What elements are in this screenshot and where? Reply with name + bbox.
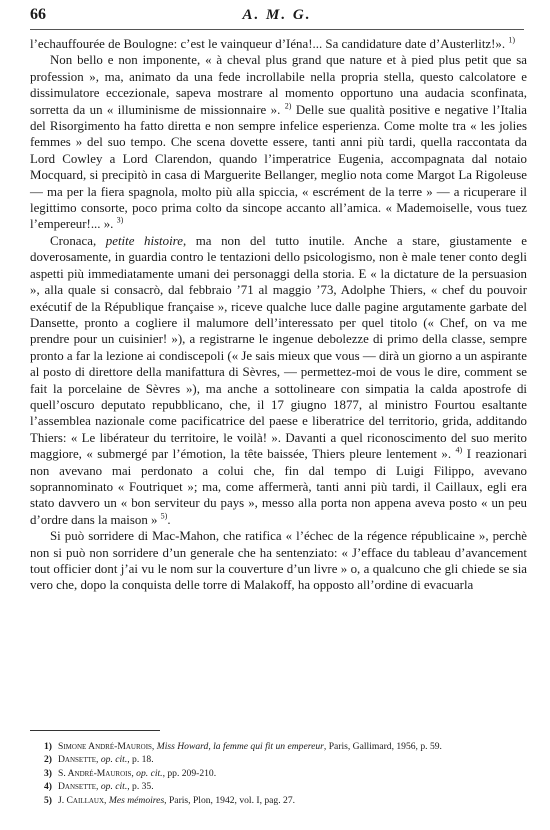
italic-text: petite histoire <box>105 233 183 248</box>
text-run: , <box>131 767 137 779</box>
header-rule <box>30 29 524 30</box>
italic-text: Miss Howard, la femme qui fit un empereur <box>156 741 324 752</box>
text-run: I reazionari non avevano mai perdonato a colui che, fin dal tempo di Luigi Filippo, avevano soprannominato « Foutriquet »; ma, come affermerà, tanti anni più tardi, il Caillaux, egli era stato davvero un « bon serviteur du pays », messo alla porta non appena aveva posto « un peu d’ordre dans la maison » <box>30 447 527 527</box>
running-head: A. M. G. <box>242 7 312 23</box>
author-name: S. André-Maurois <box>58 767 132 779</box>
text-run: , ma non del tutto inutile. Anche a stare, giustamente e doverosamente, in guardia contro le tentazioni dello psicologismo, non è male tener conto degli aspetti più immediatamente umani dei personaggi della storia. E « la dictature de la persuasion », alla quale si consacrò, dal febbraio ’71 al maggio ’73, Adolphe Thiers, « chef du pouvoir exécutif de la République française », riceve qualche luce dalle pagine argutamente garbate del Dansette, pronto a cogliere il malumore dell’interessato per quel titolo (« Chef, on va me prendre pour un cuisinier! »), a registrarne le ingenue debolezze di primo della classe, sempre pronto a far la lezione ai condiscepoli (« Je sais mieux que vous — dirà un giorno a un aspirante al posto di direttore della manifattura di Sèvres, — permettez-moi de vous le dire, comment se fait la porcelaine de Sèvres »), ma anche a sottolineare con simpatia la calda apostrofe di quell’oscuro deputato repubblicano, che, il 17 giugno 1877, al ministro Fourtou esaltante l’assemblea nazionale come pacificatrice del paese e liberatrice del territorio, grida, additando Thiers: « Le libérateur du territoire, le voilà! ». Davanti a quel riconoscimento del suo merito maggiore, « submergé par l’émotion, la tête baissée, Thiers pleure lentement ». <box>30 233 527 462</box>
text-run: l’echauffourée de Boulogne: c’est le vainqueur d’Iéna!... Sa candidature date d’Austerlitz!». <box>30 37 509 51</box>
footnotes <box>44 740 524 807</box>
footnote-ref: 4) <box>455 445 463 455</box>
text-run: , pp. 209-210. <box>162 767 217 779</box>
body-text <box>30 36 527 594</box>
italic-text: op. cit. <box>100 754 128 766</box>
footnote-number: 3) <box>44 767 52 779</box>
footnote-ref: 3) <box>116 216 124 226</box>
paragraph <box>30 233 527 528</box>
paragraph <box>30 52 527 232</box>
footnote <box>44 767 524 780</box>
text-run: Si può sorridere di Mac-Mahon, che ratifica « l’échec de la régence républicaine », perchè non si può non sorridere d’un generale che ha sentenziato: « J’efface du tableau d’avancement tout officier dont j’ai vu le nom sur la couverture d’un livre » o, a qualcuno che gli chiede se sia vero che, dopo la conquista delle torre di Malakoff, ha opposto all’ordine di evacuarla <box>30 529 527 593</box>
page-header <box>30 6 524 32</box>
footnote-number: 4) <box>44 781 52 793</box>
text-run: , <box>96 754 101 766</box>
text-run: , Paris, Gallimard, 1956, p. 59. <box>323 741 442 752</box>
author-name: Simone André-Maurois <box>58 741 152 752</box>
text-run: . <box>167 512 171 527</box>
footnote-ref: 1) <box>508 35 515 45</box>
footnote-ref: 2) <box>284 101 292 111</box>
footnote-number: 5) <box>44 794 52 806</box>
italic-text: op. cit. <box>100 781 128 793</box>
paragraph <box>30 36 527 52</box>
footnote <box>44 780 524 793</box>
footnote-number: 2) <box>44 754 52 766</box>
footnote <box>44 794 524 807</box>
author-name: J. Caillaux <box>58 794 105 806</box>
text-run: Cronaca, <box>50 233 106 248</box>
footnote-separator <box>30 730 160 731</box>
author-name: Dansette <box>58 781 97 793</box>
text-run: Delle sue qualità positive e negative l’Italia del Risorgimento ha fatto diretta e non sempre infelice esperienza. Come molte tra « les jolies femmes » del suo tempo. Che scena dovette essere, tanti anni più tardi, quella raccontata da Lord Cowley a Lord Clarendon, quando l’imperatrice Eugenia, accompagnata dal notaio Mocquard, si precipitò in casa di Marguerite Bellanger, meglio nota come Margot La Rigoleuse — ma per la fiera spagnola, molto più alla spiccia, « escrément de la terre » — a ricuperare il legittimo consorte, poco prima colto da sincope accanto all’amica. « Mademoiselle, vous tuez l’empereur!... ». <box>30 102 527 232</box>
text-run: , <box>104 794 109 806</box>
text-run: , p. 35. <box>127 781 154 793</box>
footnote-ref: 5) <box>160 511 168 521</box>
text-run: , Paris, Plon, 1942, vol. I, pag. 27. <box>164 794 296 806</box>
text-run: , p. 18. <box>127 754 154 766</box>
italic-text: op. cit. <box>136 767 163 779</box>
footnote <box>44 753 524 766</box>
text-run: , <box>96 781 101 793</box>
italic-text: Mes mémoires <box>108 794 165 806</box>
footnote-number: 1) <box>44 741 52 752</box>
text-run: , <box>151 741 157 752</box>
author-name: Dansette <box>58 754 97 766</box>
paragraph <box>30 528 527 594</box>
footnote <box>44 740 524 753</box>
text-run: Non bello e non imponente, « à cheval plus grand que nature et à pied plus petit que sa profession », ma, animato da una fede incrollabile nella propria stella, questo calcolatore e dissimulatore eccezionale, sapeva mostrare al momento opportuno una audacia sconfinata, sorretta da un « illuminisme de missionnaire ». <box>30 53 527 117</box>
page-number: 66 <box>30 6 46 23</box>
